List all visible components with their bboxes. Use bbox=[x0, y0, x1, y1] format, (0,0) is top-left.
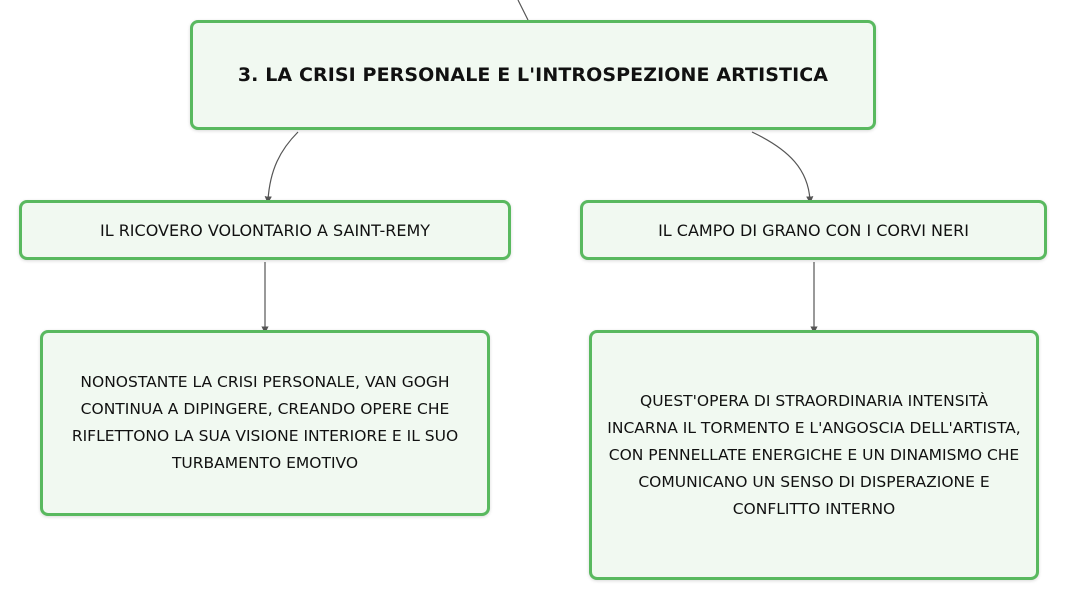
detail-node-campo-di-grano[interactable] bbox=[589, 330, 1039, 580]
topic-label-saint-remy: IL RICOVERO VOLONTARIO A SAINT-REMY bbox=[99, 220, 431, 240]
connector-title-to-left bbox=[268, 132, 298, 200]
topic-label-campo-di-grano: IL CAMPO DI GRANO CON I CORVI NERI bbox=[658, 220, 969, 240]
detail-text-saint-remy: NONOSTANTE LA CRISI PERSONALE, VAN GOGH CONTINUA A DIPINGERE, CREANDO OPERE CHE RIFLETTONO LA SUA VISIONE INTERIORE E IL SUO TURBAMENTO EMOTIVO bbox=[71, 373, 459, 472]
central-topic-node[interactable] bbox=[190, 20, 876, 130]
central-topic-text: 3. LA CRISI PERSONALE E L'INTROSPEZIONE ARTISTICA bbox=[237, 64, 829, 86]
topic-node-saint-remy[interactable] bbox=[19, 200, 511, 260]
connector-title-to-right bbox=[752, 132, 810, 200]
connector-from-parent bbox=[518, 0, 528, 20]
detail-text-campo-di-grano: QUEST'OPERA DI STRAORDINARIA INTENSITÀ INCARNA IL TORMENTO E L'ANGOSCIA DELL'ARTISTA, CON PENNELLATE ENERGICHE E UN DINAMISMO CHE COMUNICANO UN SENSO DI DISPERAZIONE E CONFLITTO INTERNO bbox=[607, 391, 1021, 518]
detail-node-saint-remy[interactable] bbox=[40, 330, 490, 516]
topic-node-campo-di-grano[interactable] bbox=[580, 200, 1047, 260]
